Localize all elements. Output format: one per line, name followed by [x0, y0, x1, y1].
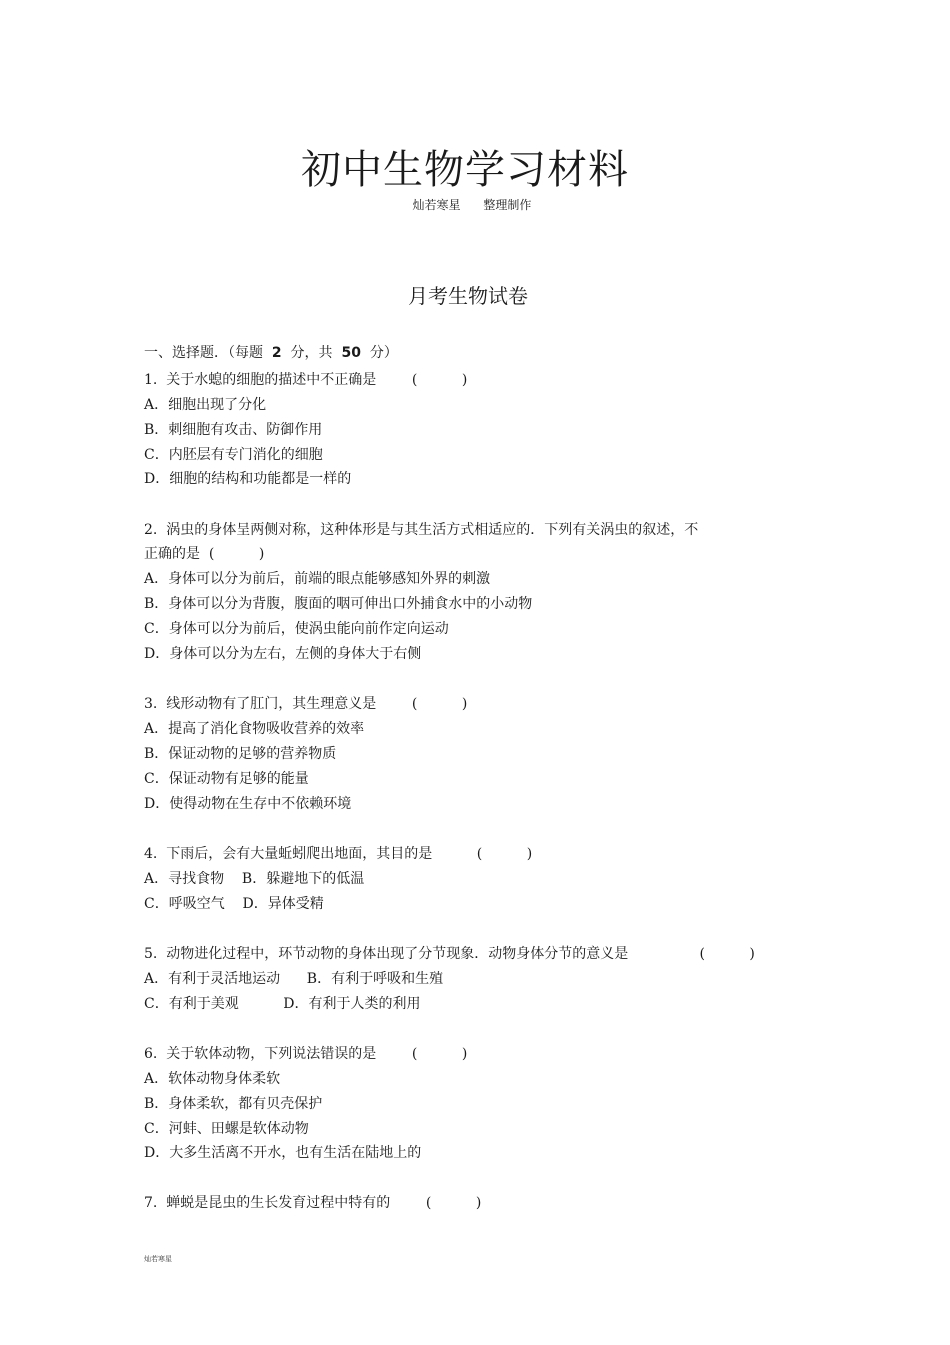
page-footer: 灿若寒星	[144, 1255, 172, 1263]
question-2-option-c: C．身体可以分为前后，使涡虫能向前作定向运动	[144, 621, 449, 637]
question-5-options-cd: C．有利于美观 D．有利于人类的利用	[144, 996, 421, 1012]
question-5-options-ab: A．有利于灵活地运动 B．有利于呼吸和生殖	[144, 971, 444, 987]
question-6-stem: 6. 关于软体动物，下列说法错误的是 ( )	[144, 1046, 468, 1062]
section-points-each: 2	[271, 345, 282, 361]
question-2-stem-line1: 2. 涡虫的身体呈两侧对称，这种体形是与其生活方式相适应的．下列有关涡虫的叙述，不	[144, 522, 699, 538]
section-suffix: 分）	[360, 345, 398, 361]
page-subtitle: 灿若寒星 整理制作	[412, 198, 532, 212]
question-3-stem: 3. 线形动物有了肛门，其生理意义是 ( )	[144, 696, 468, 712]
question-2-option-a: A．身体可以分为前后，前端的眼点能够感知外界的刺激	[144, 571, 491, 587]
question-3-option-a: A．提高了消化食物吸收营养的效率	[144, 721, 365, 737]
question-1-option-c: C．内胚层有专门消化的细胞	[144, 447, 323, 463]
question-7-stem: 7. 蝉蜕是昆虫的生长发育过程中特有的 ( )	[144, 1195, 482, 1211]
question-3-option-b: B．保证动物的足够的营养物质	[144, 746, 337, 762]
page-title: 初中生物学习材料	[301, 147, 629, 193]
section-middle: 分，共	[281, 345, 342, 361]
exam-title: 月考生物试卷	[408, 284, 528, 308]
question-6-option-c: C．河蚌、田螺是软体动物	[144, 1121, 309, 1137]
question-6-option-b: B．身体柔软，都有贝壳保护	[144, 1096, 323, 1112]
question-1-option-a: A．细胞出现了分化	[144, 397, 267, 413]
section-prefix: 一、选择题．（每题	[144, 345, 272, 361]
question-3-option-c: C．保证动物有足够的能量	[144, 771, 309, 787]
question-2-option-d: D．身体可以分为左右，左侧的身体大于右侧	[144, 646, 422, 662]
question-4-options-cd: C．呼吸空气 D．异体受精	[144, 896, 324, 912]
section-heading	[144, 344, 398, 362]
question-6-option-a: A．软体动物身体柔软	[144, 1071, 281, 1087]
question-2-option-b: B．身体可以分为背腹，腹面的咽可伸出口外捕食水中的小动物	[144, 596, 533, 612]
question-6-option-d: D．大多生活离不开水，也有生活在陆地上的	[144, 1145, 422, 1161]
section-total: 50	[341, 345, 361, 361]
question-4-stem: 4. 下雨后，会有大量蚯蚓爬出地面，其目的是 ( )	[144, 846, 533, 862]
question-1-stem: 1. 关于水螅的细胞的描述中不正确是 ( )	[144, 372, 468, 388]
question-4-options-ab: A．寻找食物 B．躲避地下的低温	[144, 871, 365, 887]
question-1-option-d: D．细胞的结构和功能都是一样的	[144, 471, 352, 487]
question-2-stem-line2: 正确的是 ( )	[144, 546, 265, 562]
question-5-stem: 5. 动物进化过程中，环节动物的身体出现了分节现象．动物身体分节的意义是 ( )	[144, 946, 755, 962]
question-1-option-b: B．刺细胞有攻击、防御作用	[144, 422, 323, 438]
question-3-option-d: D．使得动物在生存中不依赖环境	[144, 796, 352, 812]
